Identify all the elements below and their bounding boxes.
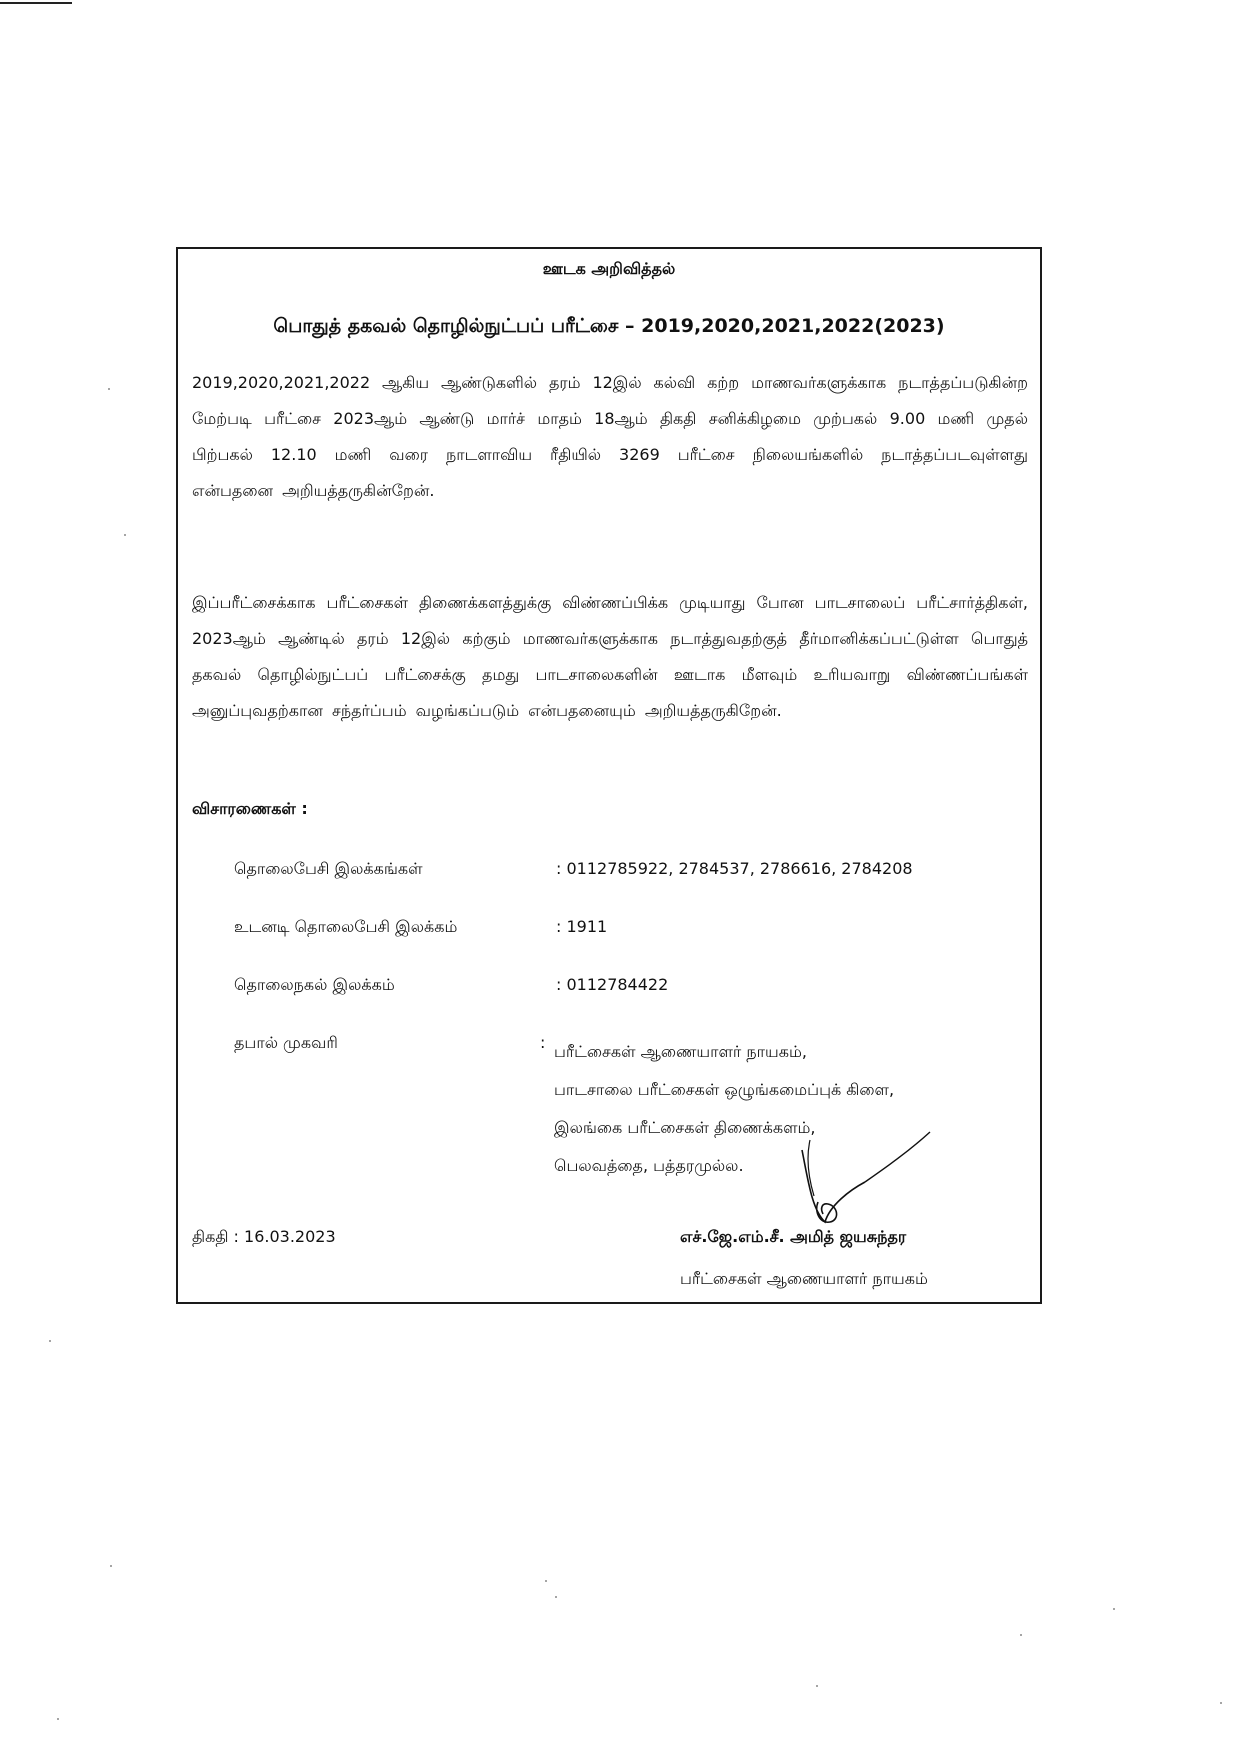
scan-speck	[545, 1580, 547, 1582]
scan-speck	[49, 1340, 51, 1342]
handwritten-signature	[790, 1110, 940, 1230]
scan-speck	[108, 388, 110, 390]
address-label: தபால் முகவரி	[234, 1033, 338, 1052]
phone-row	[234, 859, 913, 880]
phone-value: : 0112785922, 2784537, 2786616, 2784208	[556, 859, 913, 878]
fax-row	[234, 975, 668, 996]
issue-date: திகதி : 16.03.2023	[192, 1227, 336, 1246]
signer-title: பரீட்சைகள் ஆணையாளர் நாயகம்	[680, 1269, 928, 1288]
scan-speck	[124, 534, 126, 536]
address-line: பெலவத்தை, பத்தரமுல்ல.	[554, 1156, 744, 1175]
fax-label: தொலைநகல் இலக்கம்	[234, 975, 395, 994]
scan-speck	[816, 1685, 818, 1687]
address-line: பாடசாலை பரீட்சைகள் ஒழுங்கமைப்புக் கிளை,	[554, 1080, 895, 1099]
hotline-label: உடனடி தொலைபேசி இலக்கம்	[234, 917, 458, 936]
address-colon: :	[540, 1033, 546, 1052]
scan-speck	[1220, 1702, 1222, 1704]
scan-speck	[110, 1565, 112, 1567]
enquiries-title: விசாரணைகள் :	[192, 799, 308, 818]
address-line: இலங்கை பரீட்சைகள் திணைக்களம்,	[554, 1118, 816, 1137]
paragraph-exam-schedule: 2019,2020,2021,2022 ஆகிய ஆண்டுகளில் தரம் 12இல் கல்வி கற்ற மாணவர்களுக்காக நடாத்தப்படுகின்ற மேற்படி பரீட்சை 2023ஆம் ஆண்டு மார்ச் மாதம் 18ஆம் திகதி சனிக்கிழமை முற்பகல் 9.00 மணி முதல் பிற்பகல் 12.10 மணி வரை நாடளாவிய ரீதியில் 3269 பரீட்சை நிலையங்களில் நடாத்தப்படவுள்ளது என்பதனை அறியத்தருகின்றேன்.	[192, 373, 1028, 500]
phone-label: தொலைபேசி இலக்கங்கள்	[234, 859, 423, 878]
scan-speck	[1113, 1608, 1115, 1610]
scan-speck	[1020, 1634, 1022, 1636]
page-title: பொதுத் தகவல் தொழில்நுட்பப் பரீட்சை – 2019,2020,2021,2022(2023)	[273, 315, 945, 337]
page-edge-mark	[0, 2, 72, 4]
media-release-heading: ஊடக அறிவித்தல்	[542, 259, 676, 278]
hotline-row	[234, 917, 607, 938]
signer-name: எச்.ஜே.எம்.சீ. அமித் ஜயசுந்தர	[680, 1227, 907, 1246]
address-line: பரீட்சைகள் ஆணையாளர் நாயகம்,	[554, 1042, 807, 1061]
paragraph-application-opportunity: இப்பரீட்சைக்காக பரீட்சைகள் திணைக்களத்துக்கு விண்ணப்பிக்க முடியாது போன பாடசாலைப் பரீட்சார்த்திகள், 2023ஆம் ஆண்டில் தரம் 12இல் கற்கும் மாணவர்களுக்காக நடாத்துவதற்குத் தீர்மானிக்கப்பட்டுள்ள பொதுத் தகவல் தொழில்நுட்பப் பரீட்சைக்கு தமது பாடசாலைகளின் ஊடாக மீளவும் உரியவாறு விண்ணப்பங்கள் அனுப்புவதற்கான சந்தர்ப்பம் வழங்கப்படும் என்பதனையும் அறியத்தருகிறேன்.	[192, 593, 1028, 720]
hotline-value: : 1911	[556, 917, 608, 936]
scan-speck	[57, 1718, 59, 1720]
fax-value: : 0112784422	[556, 975, 669, 994]
scan-speck	[555, 1596, 557, 1598]
